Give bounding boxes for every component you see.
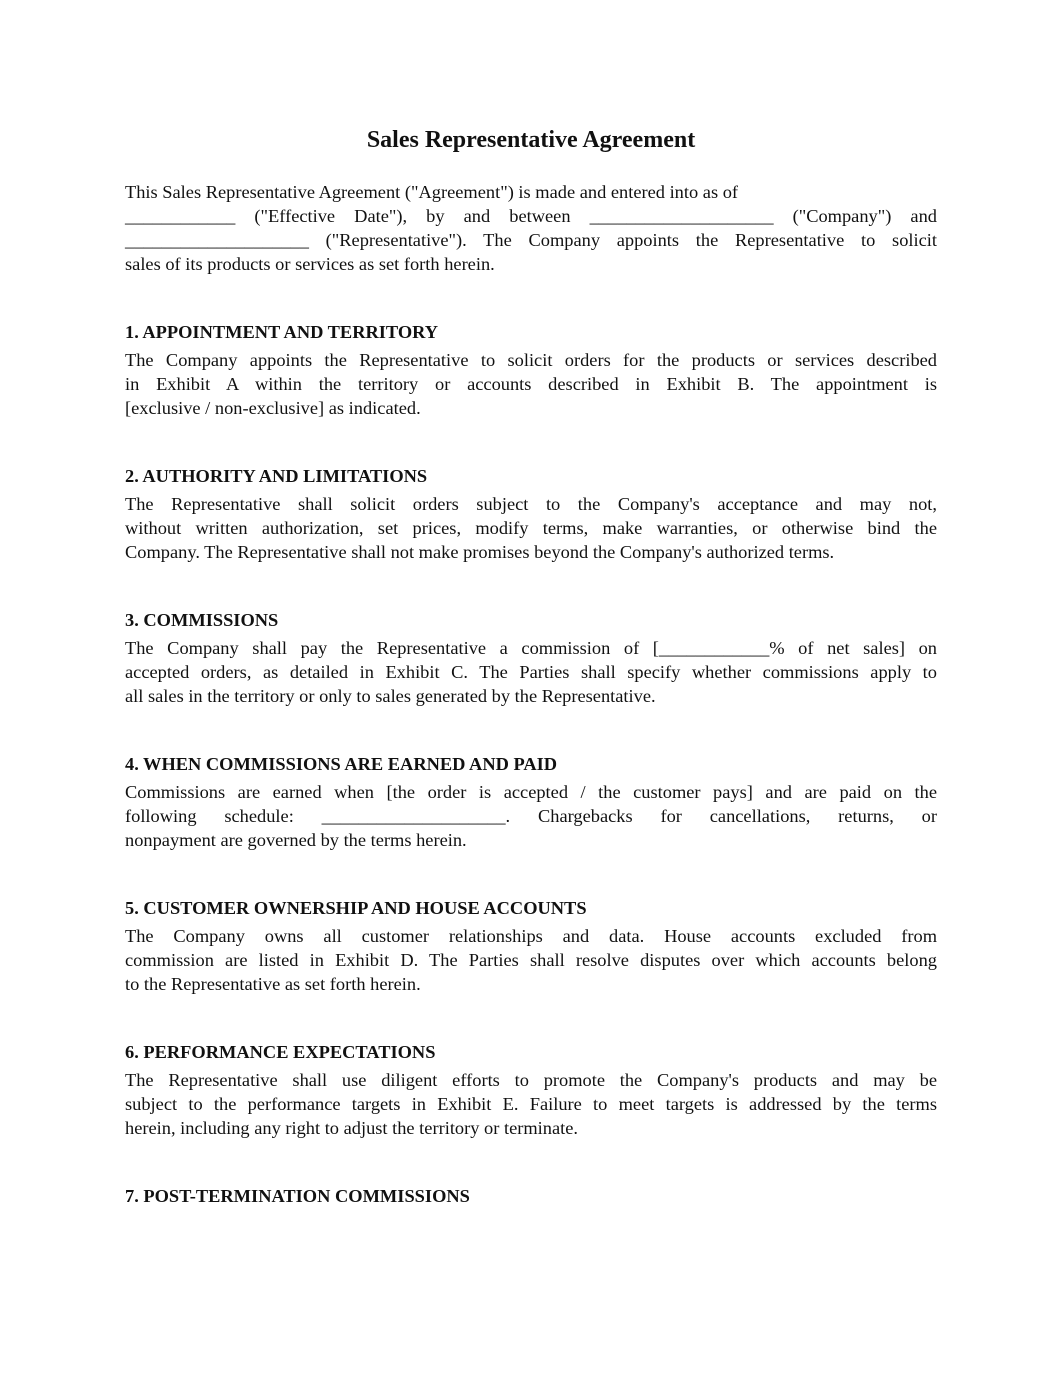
section-heading: 6. PERFORMANCE EXPECTATIONS: [125, 1042, 436, 1062]
section-line: subject to the performance targets in Exhibit E. Failure to meet targets is addressed by the terms: [125, 1094, 937, 1114]
section-line: without written authorization, set prices, modify terms, make warranties, or otherwise bind the: [125, 518, 937, 538]
section-line: nonpayment are governed by the terms herein.: [125, 830, 467, 850]
intro-line: sales of its products or services as set forth herein.: [125, 254, 495, 274]
section-line: The Company appoints the Representative to solicit orders for the products or services described: [125, 350, 937, 370]
section-line: commission are listed in Exhibit D. The Parties shall resolve disputes over which accounts belong: [125, 950, 937, 970]
section-line: The Representative shall solicit orders subject to the Company's acceptance and may not,: [125, 494, 937, 514]
section-line: accepted orders, as detailed in Exhibit C. The Parties shall specify whether commissions apply to: [125, 662, 937, 682]
intro-line: ____________ ("Effective Date"), by and between ____________________ ("Company") and: [125, 206, 937, 226]
section-line: to the Representative as set forth herein.: [125, 974, 421, 994]
section-line: Company. The Representative shall not make promises beyond the Company's authorized terms.: [125, 542, 835, 562]
section-line: Commissions are earned when [the order is accepted / the customer pays] and are paid on the: [125, 782, 937, 802]
section-heading: 5. CUSTOMER OWNERSHIP AND HOUSE ACCOUNTS: [125, 898, 587, 918]
intro-line: ____________________ ("Representative"). The Company appoints the Representative to solicit: [125, 230, 937, 250]
section-heading: 2. AUTHORITY AND LIMITATIONS: [125, 466, 428, 486]
section-line: The Company owns all customer relationships and data. House accounts excluded from: [125, 926, 937, 946]
document-title: Sales Representative Agreement: [366, 127, 696, 153]
section-heading: 4. WHEN COMMISSIONS ARE EARNED AND PAID: [125, 754, 558, 774]
section-line: following schedule: ____________________. Chargebacks for cancellations, returns, or: [125, 806, 937, 826]
section-heading: 3. COMMISSIONS: [125, 610, 279, 630]
section-line: in Exhibit A within the territory or accounts described in Exhibit B. The appointment is: [125, 374, 937, 394]
intro-line: This Sales Representative Agreement ("Agreement") is made and entered into as of: [125, 182, 739, 202]
section-line: herein, including any right to adjust the territory or terminate.: [125, 1118, 578, 1138]
section-line: all sales in the territory or only to sales generated by the Representative.: [125, 686, 656, 706]
section-line: [exclusive / non-exclusive] as indicated.: [125, 398, 421, 418]
section-heading: 7. POST-TERMINATION COMMISSIONS: [125, 1186, 470, 1206]
section-line: The Company shall pay the Representative a commission of [____________% of net sales] on: [125, 638, 937, 658]
section-heading: 1. APPOINTMENT AND TERRITORY: [125, 322, 439, 342]
section-line: The Representative shall use diligent efforts to promote the Company's products and may be: [125, 1070, 937, 1090]
